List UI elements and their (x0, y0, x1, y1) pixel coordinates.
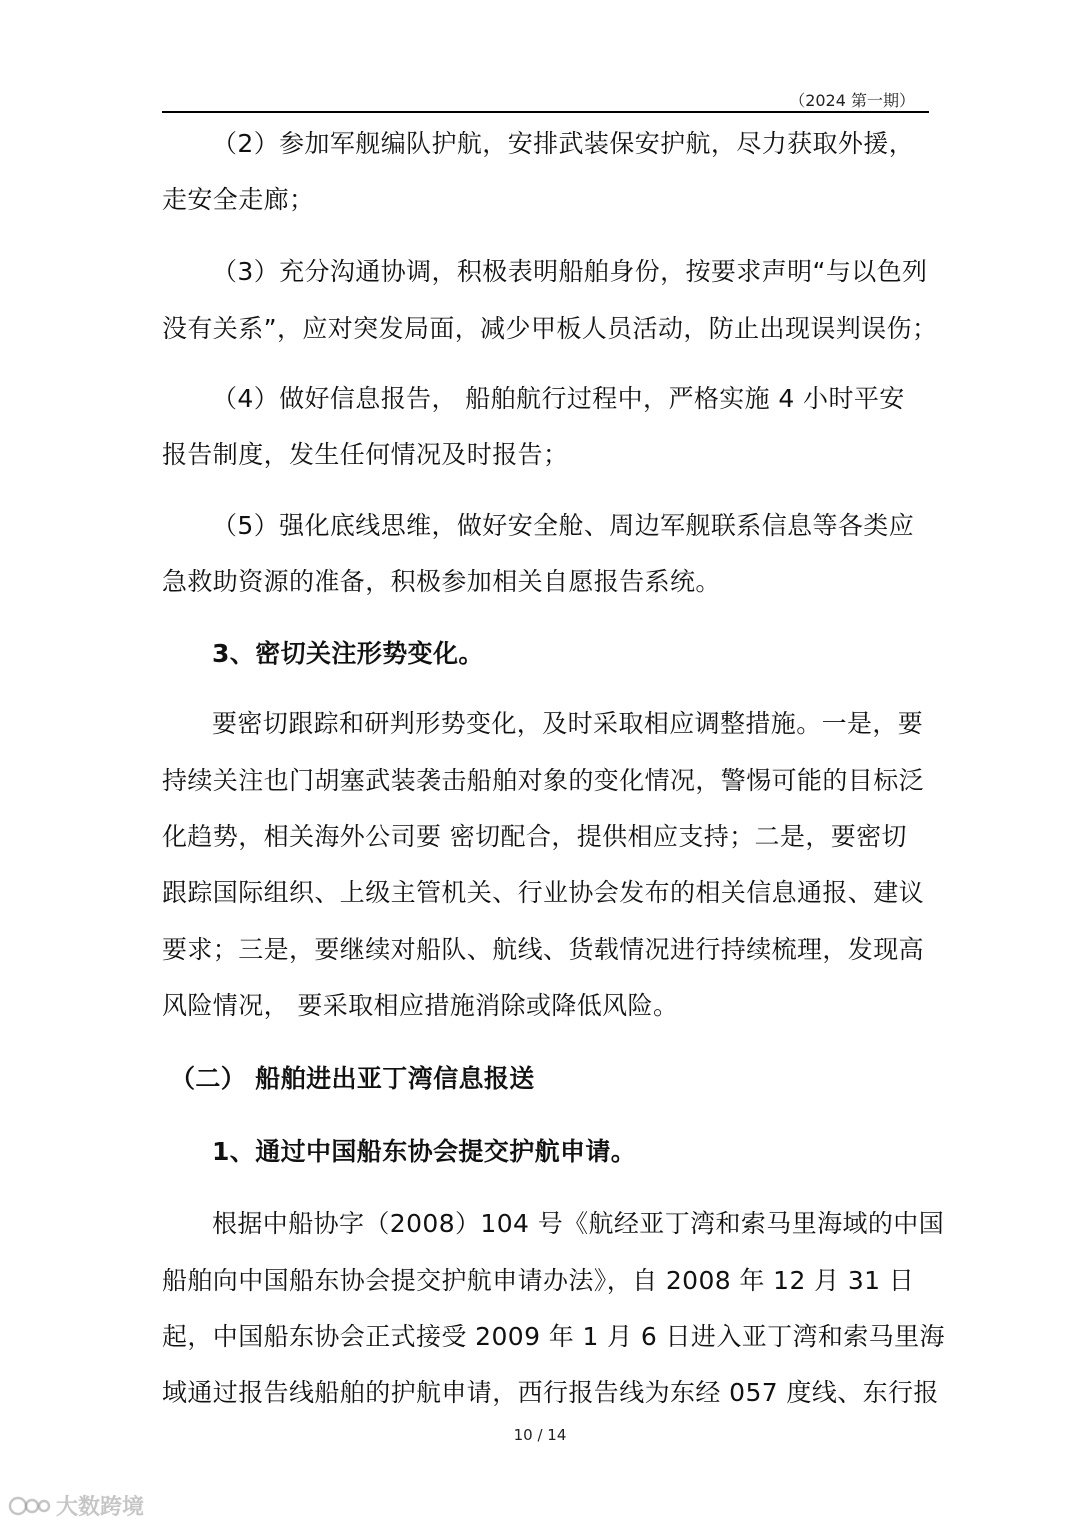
watermark-text: 大数跨境 (56, 1495, 145, 1520)
body-line: 船舶向中国船东协会提交护航申请办法》，自 2008 年 12 月 31 日 (162, 1266, 915, 1295)
body-line: 要求；三是，要继续对船队、航线、货载情况进行持续梳理，发现高 (162, 935, 925, 964)
watermark (8, 1490, 144, 1521)
body-line: （5）强化底线思维，做好安全舱、周边军舰联系信息等各类应 (212, 511, 915, 540)
body-line: 要密切跟踪和研判形势变化，及时采取相应调整措施。一是，要 (212, 709, 924, 738)
body-line: 走安全走廊； (162, 185, 315, 214)
subsection-heading: （二） 船舶进出亚丁湾信息报送 (170, 1064, 535, 1093)
body-line: 风险情况， 要采取相应措施消除或降低风险。 (162, 991, 679, 1020)
page-header-issue: （2024 第一期） (789, 91, 915, 110)
body-line: 根据中船协字（2008）104 号《航经亚丁湾和索马里海域的中国 (212, 1209, 945, 1238)
body-line: 跟踪国际组织、上级主管机关、行业协会发布的相关信息通报、建议 (162, 878, 925, 907)
body-line: 持续关注也门胡塞武装袭击船舶对象的变化情况，警惕可能的目标泛 (162, 766, 925, 795)
page-number: 10 / 14 (513, 1426, 567, 1444)
header-rule (162, 111, 929, 113)
section-heading: 3、密切关注形势变化。 (212, 639, 484, 668)
body-line: （4）做好信息报告， 船舶航行过程中，严格实施 4 小时平安 (212, 384, 905, 413)
body-line: （3）充分沟通协调，积极表明船舶身份，按要求声明“与以色列 (212, 257, 928, 286)
body-line: （2）参加军舰编队护航，安排武装保安护航，尽力获取外援， (212, 129, 915, 158)
body-line: 域通过报告线船舶的护航申请，西行报告线为东经 057 度线、东行报 (162, 1378, 939, 1407)
watermark-logo-icon (8, 1493, 52, 1519)
body-line: 化趋势，相关海外公司要 密切配合，提供相应支持；二是，要密切 (162, 822, 907, 851)
body-line: 报告制度，发生任何情况及时报告； (162, 440, 569, 469)
section-heading: 1、通过中国船东协会提交护航申请。 (212, 1137, 637, 1166)
body-line: 急救助资源的准备，积极参加相关自愿报告系统。 (162, 567, 721, 596)
body-line: 起，中国船东协会正式接受 2009 年 1 月 6 日进入亚丁湾和索马里海 (162, 1322, 945, 1351)
body-line: 没有关系”，应对突发局面，减少甲板人员活动，防止出现误判误伤； (162, 314, 938, 343)
